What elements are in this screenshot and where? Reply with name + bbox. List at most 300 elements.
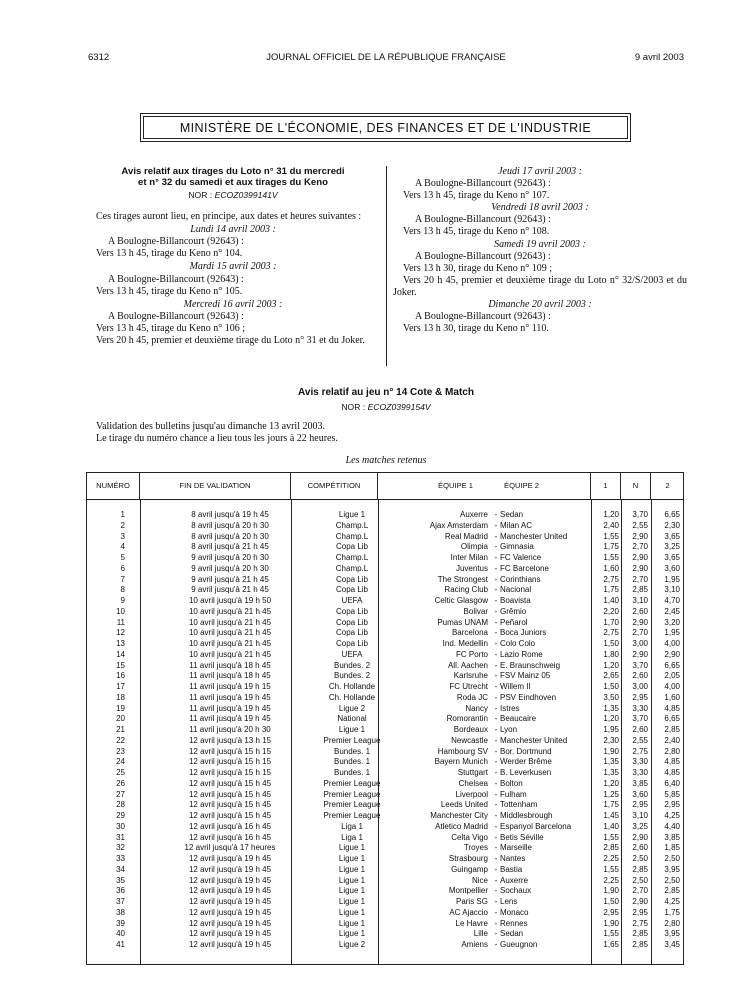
row-end-validation: 12 avril jusqu'à 19 h 45 [188, 897, 272, 906]
cote-match-nor-reference [86, 402, 686, 412]
row-odds-1: 1,20 [603, 510, 619, 519]
row-end-validation: 9 avril jusqu'à 20 h 30 [191, 563, 269, 573]
row-odds-1: 2,95 [603, 907, 619, 917]
row-separator: - [494, 778, 498, 788]
row-odds-n: 2,60 [632, 671, 648, 681]
row-competition: Premier League [323, 811, 381, 820]
table-row [87, 618, 683, 629]
row-team2: Willem II [500, 682, 531, 691]
row-end-validation: 12 avril jusqu'à 19 h 45 [188, 854, 272, 863]
row-odds-2: 3,65 [664, 531, 680, 541]
row-team2: Espanyol Barcelona [500, 821, 572, 831]
day-block [86, 224, 380, 260]
row-odds-n: 2,95 [632, 692, 648, 702]
row-odds-1: 1,75 [603, 800, 619, 810]
row-end-validation: 10 avril jusqu'à 21 h 45 [188, 606, 272, 616]
row-odds-1: 1,50 [603, 682, 619, 691]
row-number: 3 [120, 531, 125, 541]
row-number: 32 [116, 843, 125, 853]
table-row [87, 822, 683, 833]
row-end-validation: 11 avril jusqu'à 19 h 45 [189, 703, 271, 713]
row-team1: Romorantin [446, 714, 488, 724]
cote-match-title: Avis relatif au jeu n° 14 Cote & Match [298, 387, 474, 398]
row-end-validation: 11 avril jusqu'à 19 h 15 [189, 682, 271, 691]
row-odds-n: 2,85 [632, 940, 648, 949]
loto-nor-label: NOR : [188, 190, 213, 200]
row-competition: Ligue 1 [338, 843, 366, 853]
row-odds-1: 2,30 [603, 735, 619, 745]
row-team2: Auxerre [500, 875, 529, 885]
row-odds-2: 2,85 [664, 886, 680, 896]
row-team1: Stuttgart [457, 768, 488, 777]
row-competition: Premier League [323, 800, 381, 810]
day-block [393, 166, 687, 202]
header-odds-n: N [621, 473, 651, 499]
row-team2: Nantes [500, 854, 526, 863]
day-place: A Boulogne-Billancourt (92643) : [415, 311, 551, 323]
cote-match-text [96, 421, 676, 444]
row-end-validation: 12 avril jusqu'à 15 h 15 [188, 746, 272, 756]
row-odds-n: 3,70 [632, 714, 648, 724]
row-odds-2: 6,65 [664, 660, 680, 670]
row-competition: Ligue 1 [338, 510, 366, 519]
table-row [87, 661, 683, 672]
row-odds-2: 4,85 [664, 703, 680, 713]
row-end-validation: 8 avril jusqu'à 19 h 45 [191, 510, 269, 519]
row-odds-n: 2,90 [632, 832, 648, 842]
row-odds-1: 1,35 [603, 757, 619, 767]
row-number: 38 [116, 907, 125, 917]
row-separator: - [494, 703, 498, 713]
row-odds-n: 2,55 [632, 520, 648, 530]
row-separator: - [494, 682, 498, 691]
cote-match-validation-line: Validation des bulletins jusqu'au dimanche 13 avril 2003. [96, 421, 325, 432]
row-odds-1: 2,40 [603, 520, 619, 530]
table-row [87, 542, 683, 553]
row-team2: Sedan [500, 510, 524, 519]
row-end-validation: 9 avril jusqu'à 21 h 45 [191, 585, 269, 595]
row-team1: Newcastle [451, 735, 488, 745]
row-end-validation: 11 avril jusqu'à 18 h 45 [189, 660, 271, 670]
row-odds-n: 2,90 [632, 617, 648, 627]
row-odds-1: 1,20 [603, 714, 619, 724]
issue-date: 9 avril 2003 [634, 52, 684, 63]
row-competition: Copa Lib [335, 585, 369, 595]
day-block [86, 299, 380, 347]
row-team2: Nacional [500, 585, 532, 595]
row-odds-1: 2,75 [603, 574, 619, 584]
day-draw-line: Vers 13 h 45, tirage du Keno n° 107. [403, 190, 550, 202]
row-odds-n: 3,60 [632, 789, 648, 799]
row-team1: Guingamp [451, 864, 488, 874]
header-team2: ÉQUIPE 2 [504, 481, 540, 490]
row-number: 18 [116, 692, 125, 702]
row-odds-n: 3,30 [632, 757, 648, 767]
row-odds-2: 3,25 [664, 542, 680, 552]
row-separator: - [494, 574, 498, 584]
row-team2: Manchester United [500, 735, 568, 745]
row-end-validation: 12 avril jusqu'à 19 h 45 [188, 918, 272, 928]
row-number: 20 [116, 714, 125, 724]
row-team2: Betis Séville [500, 832, 544, 842]
row-odds-2: 3,85 [664, 832, 680, 842]
row-end-validation: 10 avril jusqu'à 19 h 50 [188, 596, 272, 605]
row-competition: UEFA [341, 649, 363, 659]
row-odds-1: 1,35 [603, 768, 619, 777]
row-separator: - [494, 606, 498, 616]
row-odds-n: 2,75 [632, 918, 648, 928]
page-header [88, 52, 684, 66]
row-number: 16 [116, 671, 125, 681]
row-competition: Ligue 2 [338, 703, 366, 713]
day-place: A Boulogne-Billancourt (92643) : [415, 214, 551, 226]
row-number: 5 [120, 553, 125, 562]
table-row [87, 876, 683, 887]
row-team1: Montpellier [448, 886, 488, 896]
row-number: 8 [120, 585, 125, 595]
row-team1: Ajax Amsterdam [429, 520, 488, 530]
row-end-validation: 8 avril jusqu'à 20 h 30 [191, 520, 269, 530]
day-draw-line: Vers 13 h 45, tirage du Keno n° 106 ; [96, 322, 245, 334]
row-number: 23 [116, 746, 125, 756]
table-header [87, 473, 683, 500]
row-odds-2: 4,25 [664, 897, 680, 906]
row-competition: Ligue 1 [338, 929, 366, 939]
row-team2: Milan AC [500, 520, 533, 530]
row-end-validation: 10 avril jusqu'à 21 h 45 [188, 617, 272, 627]
row-team2: Lazio Rome [500, 649, 543, 659]
ministry-title: MINISTÈRE DE L'ÉCONOMIE, DES FINANCES ET DE L'INDUSTRIE [143, 116, 628, 139]
row-number: 39 [116, 918, 125, 928]
row-odds-n: 3,30 [632, 703, 648, 713]
row-separator: - [494, 649, 498, 659]
day-block [393, 239, 687, 299]
matches-caption: Les matches retenus [345, 455, 427, 466]
row-odds-2: 2,30 [664, 520, 680, 530]
loto-notice-title [86, 166, 380, 188]
row-separator: - [494, 542, 498, 552]
table-row [87, 865, 683, 876]
row-competition: Premier League [323, 789, 381, 799]
row-separator: - [494, 746, 498, 756]
row-number: 40 [116, 929, 125, 939]
row-end-validation: 12 avril jusqu'à 16 h 45 [188, 832, 272, 842]
row-odds-n: 3,10 [632, 596, 648, 605]
row-team2: Beaucaire [500, 714, 537, 724]
header-end-validation: FIN DE VALIDATION [140, 473, 291, 499]
row-odds-2: 1,95 [664, 574, 680, 584]
day-place: A Boulogne-Billancourt (92643) : [108, 236, 244, 248]
row-end-validation: 12 avril jusqu'à 13 h 15 [188, 735, 272, 745]
row-team2: Sedan [500, 929, 524, 939]
table-row [87, 521, 683, 532]
header-team1: ÉQUIPE 1 [438, 481, 474, 490]
row-team2: Werder Brême [500, 757, 552, 767]
row-odds-n: 3,30 [632, 768, 648, 777]
row-separator: - [494, 918, 498, 928]
row-team1: Karlsruhe [453, 671, 488, 681]
row-competition: Bundes. 2 [333, 671, 371, 681]
row-separator: - [494, 510, 498, 519]
row-competition: Ligue 1 [338, 854, 366, 863]
row-competition: Copa Lib [335, 574, 369, 584]
row-number: 28 [116, 800, 125, 810]
row-end-validation: 12 avril jusqu'à 15 h 15 [188, 757, 272, 767]
row-end-validation: 12 avril jusqu'à 16 h 45 [188, 821, 272, 831]
row-odds-n: 2,75 [632, 746, 648, 756]
table-row [87, 897, 683, 908]
row-separator: - [494, 714, 498, 724]
row-odds-n: 2,90 [632, 897, 648, 906]
row-odds-1: 1,20 [603, 778, 619, 788]
table-row [87, 671, 683, 682]
table-row [87, 714, 683, 725]
row-team1: Roda JC [456, 692, 488, 702]
row-odds-2: 2,50 [664, 854, 680, 863]
row-team1: Paris SG [455, 897, 488, 906]
row-competition: Copa Lib [335, 542, 369, 552]
table-row [87, 650, 683, 661]
row-separator: - [494, 585, 498, 595]
row-number: 11 [116, 617, 125, 627]
row-number: 35 [116, 875, 125, 885]
row-separator: - [494, 639, 498, 648]
table-row [87, 704, 683, 715]
row-team1: Strasbourg [448, 854, 488, 863]
row-odds-2: 1,60 [664, 692, 680, 702]
table-row [87, 811, 683, 822]
row-competition: Champ.L [335, 520, 369, 530]
header-number: NUMÉRO [87, 473, 140, 499]
table-row [87, 919, 683, 930]
table-row [87, 833, 683, 844]
row-competition: UEFA [341, 596, 363, 605]
row-odds-n: 2,70 [632, 542, 648, 552]
row-separator: - [494, 875, 498, 885]
row-end-validation: 8 avril jusqu'à 20 h 30 [191, 531, 269, 541]
row-odds-n: 2,55 [632, 735, 648, 745]
row-odds-2: 1,85 [664, 843, 680, 853]
row-end-validation: 11 avril jusqu'à 20 h 30 [189, 725, 271, 734]
row-end-validation: 11 avril jusqu'à 19 h 45 [189, 692, 271, 702]
row-team1: Liverpool [455, 789, 488, 799]
row-number: 2 [120, 520, 125, 530]
row-separator: - [494, 886, 498, 896]
row-competition: Premier League [323, 735, 381, 745]
row-number: 4 [120, 542, 125, 552]
row-team2: Boca Juniors [500, 628, 547, 638]
row-odds-n: 3,00 [632, 639, 648, 648]
day-draw-line: Vers 13 h 45, tirage du Keno n° 105. [96, 285, 243, 297]
row-odds-2: 3,95 [664, 864, 680, 874]
table-row [87, 532, 683, 543]
row-separator: - [494, 660, 498, 670]
row-team1: Chelsea [458, 778, 488, 788]
row-separator: - [494, 596, 498, 605]
row-team2: Grêmio [500, 606, 527, 616]
day-heading: Dimanche 20 avril 2003 : [488, 299, 592, 311]
row-team1: Troyes [463, 843, 488, 853]
row-separator: - [494, 735, 498, 745]
row-separator: - [494, 832, 498, 842]
row-team2: PSV Eindhoven [500, 692, 557, 702]
row-competition: Bundes. 1 [333, 757, 371, 767]
table-row [87, 510, 683, 521]
row-team2: FSV Mainz 05 [500, 671, 551, 681]
row-number: 24 [116, 757, 125, 767]
loto-notice-title-line2: et n° 32 du samedi et aux tirages du Keno [138, 177, 328, 188]
row-odds-2: 2,85 [664, 725, 680, 734]
row-end-validation: 11 avril jusqu'à 18 h 45 [189, 671, 271, 681]
row-team1: Nancy [465, 703, 488, 713]
row-odds-n: 2,50 [632, 875, 648, 885]
row-team2: E. Braunschweig [500, 660, 561, 670]
row-odds-1: 1,55 [603, 553, 619, 562]
row-odds-1: 1,60 [603, 563, 619, 573]
day-draw-line: Vers 13 h 30, tirage du Keno n° 109 ; [403, 262, 552, 274]
row-competition: Liga 1 [341, 821, 363, 831]
table-row [87, 768, 683, 779]
row-separator: - [494, 907, 498, 917]
right-days-list [393, 166, 687, 335]
row-number: 31 [116, 832, 125, 842]
row-team1: The Strongest [437, 574, 488, 584]
day-heading: Mardi 15 avril 2003 : [189, 261, 277, 273]
row-separator: - [494, 768, 498, 777]
row-odds-n: 2,95 [632, 800, 648, 810]
row-odds-1: 1,90 [603, 918, 619, 928]
row-odds-n: 3,70 [632, 660, 648, 670]
row-team2: Colo Colo [500, 639, 536, 648]
row-odds-2: 2,05 [664, 671, 680, 681]
row-number: 15 [116, 660, 125, 670]
row-team2: Istres [500, 703, 520, 713]
row-odds-n: 2,85 [632, 929, 648, 939]
table-row [87, 725, 683, 736]
row-odds-1: 1,50 [603, 897, 619, 906]
row-odds-2: 3,45 [664, 940, 680, 949]
row-team1: Celta Vigo [451, 832, 488, 842]
table-row [87, 929, 683, 940]
row-odds-1: 1,90 [603, 746, 619, 756]
row-team1: Inter Milan [450, 553, 488, 562]
table-row [87, 564, 683, 575]
row-number: 9 [120, 596, 125, 605]
row-odds-n: 3,25 [632, 821, 648, 831]
row-end-validation: 12 avril jusqu'à 15 h 45 [188, 778, 272, 788]
row-odds-n: 3,70 [632, 510, 648, 519]
row-number: 41 [116, 940, 125, 949]
table-row [87, 854, 683, 865]
header-teams [378, 473, 591, 499]
row-odds-2: 4,00 [664, 639, 680, 648]
row-team1: FC Utrecht [449, 682, 488, 691]
row-competition: Ligue 1 [338, 864, 366, 874]
row-team1: All. Aachen [447, 660, 488, 670]
row-odds-1: 1,40 [603, 821, 619, 831]
row-separator: - [494, 811, 498, 820]
row-competition: Copa Lib [335, 606, 369, 616]
matches-table [86, 472, 684, 965]
row-number: 30 [116, 821, 125, 831]
row-competition: Bundes. 1 [333, 768, 371, 777]
cote-match-draw-line: Le tirage du numéro chance a lieu tous les jours à 22 heures. [96, 432, 338, 444]
row-team1: Manchester City [430, 811, 488, 820]
row-team1: Celtic Glasgow [434, 596, 488, 605]
day-place: A Boulogne-Billancourt (92643) : [108, 273, 244, 285]
day-heading: Mercredi 16 avril 2003 : [183, 298, 283, 310]
row-separator: - [494, 553, 498, 562]
row-odds-2: 2,45 [664, 606, 680, 616]
row-team1: Bayern Munich [434, 757, 488, 767]
table-row [87, 639, 683, 650]
row-separator: - [494, 563, 498, 573]
row-team1: Olimpia [460, 542, 488, 552]
header-odds-1: 1 [591, 473, 621, 499]
row-odds-1: 1,75 [603, 585, 619, 595]
row-odds-1: 2,85 [603, 843, 619, 853]
row-odds-n: 2,70 [632, 628, 648, 638]
loto-notice-title-line1: Avis relatif aux tirages du Loto n° 31 du mercredi [121, 166, 345, 177]
row-odds-n: 2,70 [632, 574, 648, 584]
row-separator: - [494, 897, 498, 906]
row-odds-1: 1,70 [603, 617, 619, 627]
row-separator: - [494, 520, 498, 530]
table-row [87, 693, 683, 704]
row-end-validation: 12 avril jusqu'à 19 h 45 [188, 875, 272, 885]
row-odds-2: 2,80 [664, 746, 680, 756]
table-row [87, 628, 683, 639]
row-team1: Ind. Medellin [442, 639, 488, 648]
row-team2: FC Barcelone [500, 563, 549, 573]
table-row [87, 800, 683, 811]
row-separator: - [494, 940, 498, 949]
row-end-validation: 12 avril jusqu'à 17 heures [184, 843, 276, 853]
row-team2: Fulham [500, 789, 527, 799]
row-end-validation: 12 avril jusqu'à 19 h 45 [188, 864, 272, 874]
row-competition: Liga 1 [341, 832, 363, 842]
day-draw-line: Vers 20 h 45, premier et deuxième tirage du Loto n° 32/S/2003 et du Joker. [393, 274, 687, 298]
table-row [87, 843, 683, 854]
row-odds-2: 1,95 [664, 628, 680, 638]
row-competition: Ligue 1 [338, 725, 366, 734]
row-team2: Monaco [500, 907, 529, 917]
row-competition: Bundes. 1 [333, 746, 371, 756]
row-number: 6 [120, 563, 125, 573]
row-team1: Bolivar [463, 606, 488, 616]
row-number: 34 [116, 864, 125, 874]
row-competition: Premier League [323, 778, 381, 788]
column-divider [386, 166, 387, 366]
row-odds-2: 4,00 [664, 682, 680, 691]
day-heading: Vendredi 18 avril 2003 : [491, 202, 589, 214]
row-odds-1: 1,55 [603, 929, 619, 939]
row-number: 36 [116, 886, 125, 896]
row-separator: - [494, 821, 498, 831]
row-team1: AC Ajaccio [449, 907, 488, 917]
left-days-list [86, 224, 380, 347]
row-odds-n: 2,90 [632, 649, 648, 659]
row-odds-1: 1,25 [603, 789, 619, 799]
row-odds-2: 3,60 [664, 563, 680, 573]
row-odds-1: 2,25 [603, 875, 619, 885]
row-end-validation: 10 avril jusqu'à 21 h 45 [188, 628, 272, 638]
loto-nor-reference [86, 189, 380, 201]
row-odds-2: 2,40 [664, 735, 680, 745]
row-odds-1: 1,90 [603, 886, 619, 896]
row-separator: - [494, 757, 498, 767]
row-competition: Ligue 1 [338, 886, 366, 896]
